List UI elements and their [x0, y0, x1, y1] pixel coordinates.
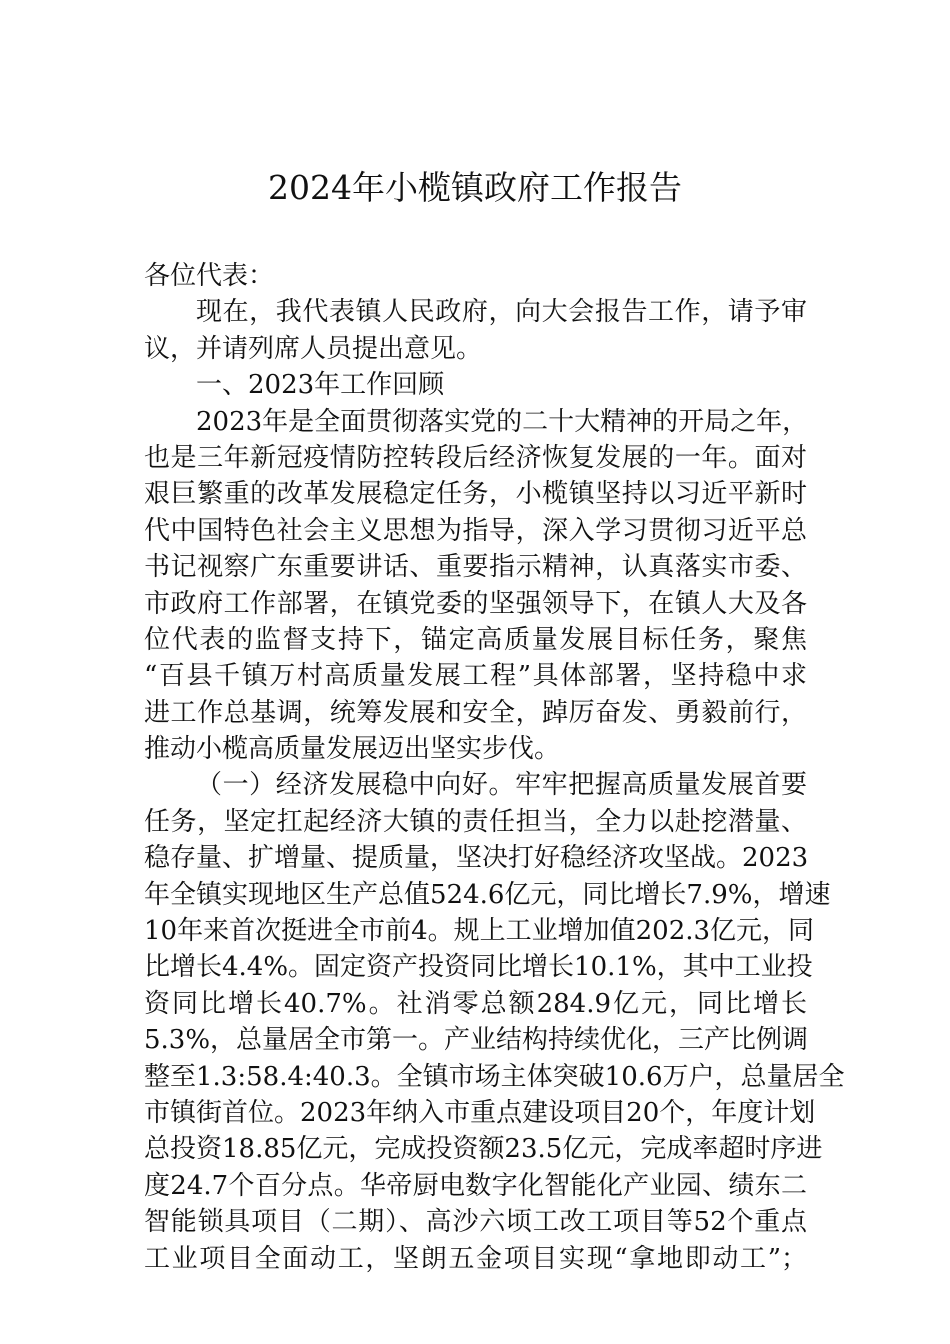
paragraph-line: 资同比增长40.7%。社消零总额284.9亿元，同比增长	[144, 988, 807, 1019]
page-title: 2024年小榄镇政府工作报告	[268, 168, 682, 207]
paragraph-line: 现在，我代表镇人民政府，向大会报告工作，请予审	[196, 297, 807, 328]
paragraph-line: 2023年是全面贯彻落实党的二十大精神的开局之年，	[196, 406, 809, 437]
paragraph-line: 度24.7个百分点。华帝厨电数字化智能化产业园、绩东二	[144, 1170, 807, 1201]
paragraph-line: 市政府工作部署，在镇党委的坚强领导下，在镇人大及各	[144, 588, 807, 619]
paragraph-line: 5.3%，总量居全市第一。产业结构持续优化，三产比例调	[144, 1025, 809, 1056]
paragraph-line: 也是三年新冠疫情防控转段后经济恢复发展的一年。面对	[144, 442, 807, 473]
section-heading: 一、2023年工作回顾	[196, 370, 445, 401]
paragraph-line: 整至1.3:58.4:40.3。全镇市场主体突破10.6万户，总量居全	[144, 1061, 845, 1092]
paragraph-line: “百县千镇万村高质量发展工程”具体部署，坚持稳中求	[144, 661, 807, 692]
paragraph-line: 位代表的监督支持下，锚定高质量发展目标任务，聚焦	[144, 624, 807, 655]
paragraph-line: 总投资18.85亿元，完成投资额23.5亿元，完成率超时序进	[144, 1134, 823, 1165]
paragraph-line: 智能锁具项目（二期）、高沙六顷工改工项目等52个重点	[144, 1207, 807, 1238]
paragraph-line: 任务，坚定扛起经济大镇的责任担当，全力以赴挖潜量、	[144, 806, 807, 837]
paragraph-line: 代中国特色社会主义思想为指导，深入学习贯彻习近平总	[144, 515, 807, 546]
paragraph-line: 书记视察广东重要讲话、重要指示精神，认真落实市委、	[144, 552, 807, 583]
paragraph-line: 议，并请列席人员提出意见。	[144, 333, 483, 364]
subsection-line: （一）经济发展稳中向好。牢牢把握高质量发展首要	[196, 770, 807, 801]
paragraph-line: 进工作总基调，统筹发展和安全，踔厉奋发、勇毅前行，	[144, 697, 807, 728]
paragraph-line: 10年来首次挺进全市前4。规上工业增加值202.3亿元，同	[144, 916, 815, 947]
paragraph-line: 工业项目全面动工，坚朗五金项目实现“拿地即动工”；	[144, 1243, 807, 1274]
paragraph-line: 年全镇实现地区生产总值524.6亿元，同比增长7.9%，增速	[144, 879, 831, 910]
report-body	[144, 258, 845, 1277]
paragraph-line: 稳存量、扩增量、提质量，坚决打好稳经济攻坚战。2023	[144, 843, 809, 874]
paragraph-line: 比增长4.4%。固定资产投资同比增长10.1%，其中工业投	[144, 952, 813, 983]
salutation: 各位代表：	[144, 261, 275, 291]
paragraph-line: 推动小榄高质量发展迈出坚实步伐。	[144, 734, 561, 765]
paragraph-line: 市镇街首位。2023年纳入市重点建设项目20个，年度计划	[144, 1097, 816, 1128]
paragraph-line: 艰巨繁重的改革发展稳定任务，小榄镇坚持以习近平新时	[144, 479, 807, 510]
